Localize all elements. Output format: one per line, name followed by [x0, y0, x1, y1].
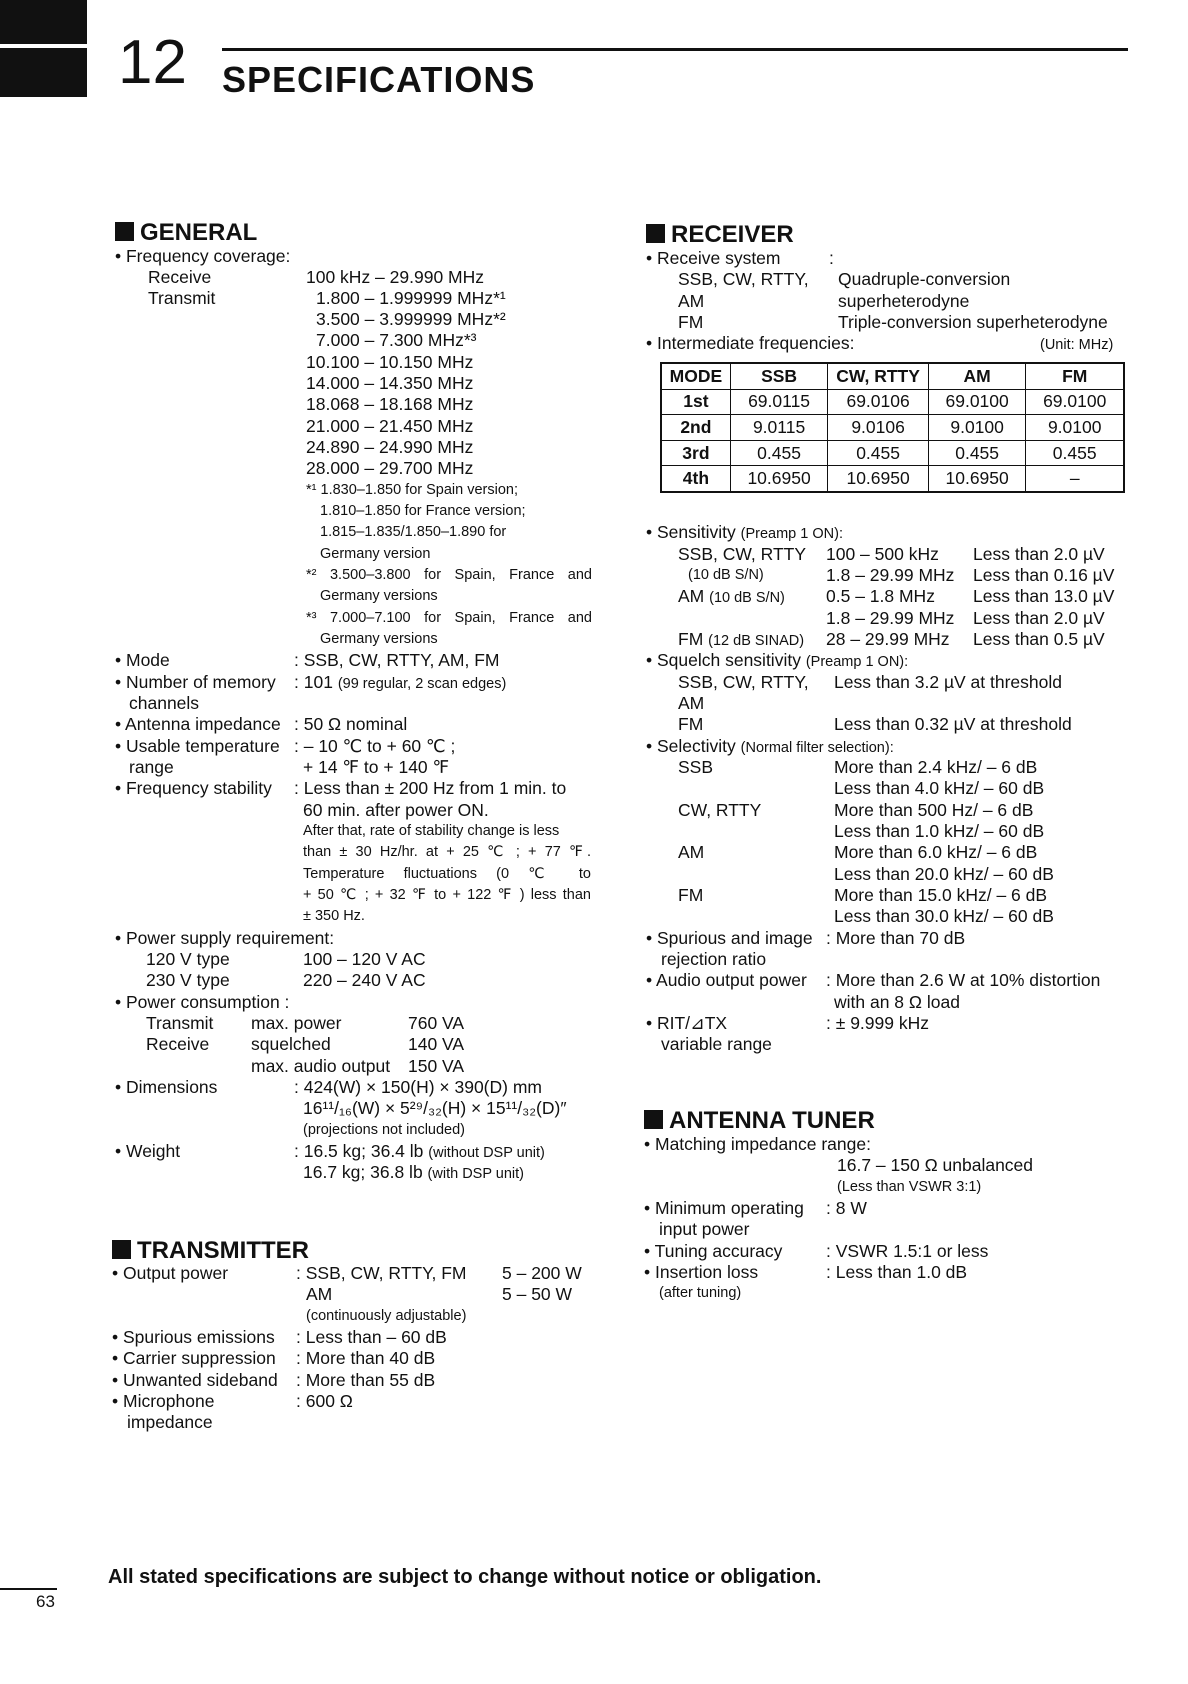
- receive-system-mode: FM: [678, 312, 704, 332]
- min-power-label: • Minimum operating: [644, 1198, 804, 1218]
- receive-range: 100 kHz – 29.990 MHz: [306, 267, 485, 287]
- stability-value: : Less than ± 200 Hz from 1 min. to: [294, 778, 567, 798]
- if-label: • Intermediate frequencies:: [646, 333, 855, 353]
- receiver-heading: RECEIVER: [646, 221, 794, 249]
- receive-system-mode: SSB, CW, RTTY,: [678, 269, 809, 289]
- table-cell: 0.455: [1026, 440, 1124, 466]
- receive-label: Receive: [148, 267, 212, 287]
- memory-label: • Number of memory: [115, 672, 276, 692]
- sensitivity-label: • Sensitivity (Preamp 1 ON):: [646, 522, 843, 542]
- table-header: SSB: [730, 363, 828, 389]
- table-cell: 10.6950: [730, 466, 828, 492]
- squelch-mode: FM: [678, 714, 704, 734]
- spurious-emissions-value: : Less than – 60 dB: [296, 1327, 447, 1347]
- psu-type-value: 100 – 120 V AC: [303, 949, 426, 969]
- memory-label-cont: channels: [129, 693, 200, 713]
- dimensions-label: • Dimensions: [115, 1077, 218, 1097]
- stability-note: ± 350 Hz.: [303, 908, 365, 924]
- consumption-state: Transmit: [146, 1013, 214, 1033]
- weight-value: : 16.5 kg; 36.4 lb (without DSP unit): [294, 1141, 545, 1161]
- stability-note: + 50 ℃ ; + 32 ℉ to + 122 ℉ ) less than: [303, 887, 591, 903]
- insertion-loss-label: • Insertion loss: [644, 1262, 759, 1282]
- footnote-1: *¹ 1.830–1.850 for Spain version;: [306, 482, 518, 498]
- sensitivity-range: 0.5 – 1.8 MHz: [826, 586, 935, 606]
- audio-output-value: : More than 2.6 W at 10% distortion: [826, 970, 1101, 990]
- sensitivity-mode: SSB, CW, RTTY: [678, 544, 807, 564]
- microphone-label-cont: impedance: [127, 1412, 213, 1432]
- footnote-3: Germany versions: [320, 631, 438, 647]
- footnote-2: Germany versions: [320, 588, 438, 604]
- consumption-value: 140 VA: [408, 1034, 465, 1054]
- tx-band: 14.000 – 14.350 MHz: [306, 373, 474, 393]
- table-cell: 9.0106: [828, 415, 929, 441]
- carrier-suppression-value: : More than 40 dB: [296, 1348, 436, 1368]
- tx-band: 24.890 – 24.990 MHz: [306, 437, 474, 457]
- antenna-impedance-label: • Antenna impedance: [115, 714, 281, 734]
- tx-band: 28.000 – 29.700 MHz: [306, 458, 474, 478]
- section-square-icon: [112, 1240, 131, 1259]
- table-cell: 69.0100: [928, 389, 1026, 415]
- spurious-image-label: • Spurious and image: [646, 928, 813, 948]
- rit-label-cont: variable range: [661, 1034, 772, 1054]
- temperature-value: : – 10 ℃ to + 60 ℃ ;: [294, 736, 456, 756]
- weight-label: • Weight: [115, 1141, 181, 1161]
- page-title: SPECIFICATIONS: [222, 59, 536, 100]
- selectivity-mode: SSB: [678, 757, 714, 777]
- chapter-tab: [0, 0, 87, 97]
- selectivity-value: More than 500 Hz/ – 6 dB: [834, 800, 1034, 820]
- sensitivity-range: 1.8 – 29.99 MHz: [826, 565, 955, 585]
- psu-type-value: 220 – 240 V AC: [303, 970, 426, 990]
- if-table: [660, 362, 1125, 493]
- tx-band: 21.000 – 21.450 MHz: [306, 416, 474, 436]
- selectivity-value: More than 2.4 kHz/ – 6 dB: [834, 757, 1038, 777]
- temperature-label: • Usable temperature: [115, 736, 280, 756]
- squelch-value: Less than 0.32 µV at threshold: [834, 714, 1072, 734]
- table-cell: –: [1026, 466, 1124, 492]
- table-header: MODE: [661, 363, 730, 389]
- table-row: [661, 389, 1124, 415]
- rit-value: : ± 9.999 kHz: [826, 1013, 929, 1033]
- weight-value-dsp: 16.7 kg; 36.8 lb (with DSP unit): [303, 1162, 524, 1182]
- table-cell: 2nd: [661, 415, 730, 441]
- antenna-tuner-heading: ANTENNA TUNER: [644, 1107, 875, 1135]
- chapter-tab-stripe: [0, 44, 87, 48]
- general-heading: GENERAL: [115, 219, 257, 247]
- rit-label: • RIT/⊿TX: [646, 1013, 728, 1033]
- output-power-label: • Output power: [112, 1263, 229, 1283]
- table-row: [661, 466, 1124, 492]
- disclaimer: All stated specifications are subject to change without notice or obligation.: [108, 1566, 822, 1588]
- section-square-icon: [644, 1110, 663, 1129]
- sensitivity-range: 28 – 29.99 MHz: [826, 629, 950, 649]
- table-cell: 4th: [661, 466, 730, 492]
- selectivity-value: Less than 30.0 kHz/ – 60 dB: [834, 906, 1054, 926]
- selectivity-mode: FM: [678, 885, 704, 905]
- table-row: [661, 440, 1124, 466]
- psu-type-label: 230 V type: [146, 970, 230, 990]
- antenna-impedance-value: : 50 Ω nominal: [294, 714, 408, 734]
- selectivity-mode: CW, RTTY: [678, 800, 762, 820]
- table-cell: 9.0115: [730, 415, 828, 441]
- table-cell: 69.0100: [1026, 389, 1124, 415]
- sensitivity-value: Less than 2.0 µV: [973, 544, 1105, 564]
- temperature-label-cont: range: [129, 757, 174, 777]
- consumption-value: 760 VA: [408, 1013, 465, 1033]
- consumption-state: Receive: [146, 1034, 210, 1054]
- receive-system-colon: :: [829, 248, 834, 268]
- if-unit: (Unit: MHz): [1040, 337, 1114, 353]
- mode-value: : SSB, CW, RTTY, AM, FM: [294, 650, 500, 670]
- sensitivity-value: Less than 13.0 µV: [973, 586, 1115, 606]
- tx-band: 3.500 – 3.999999 MHz*²: [316, 309, 506, 329]
- power-consumption-label: • Power consumption :: [115, 992, 290, 1012]
- table-header: AM: [928, 363, 1026, 389]
- header-rule: [222, 48, 1128, 51]
- stability-note: After that, rate of stability change is less: [303, 823, 560, 839]
- selectivity-label: • Selectivity (Normal filter selection):: [646, 736, 894, 756]
- table-cell: 3rd: [661, 440, 730, 466]
- consumption-condition: squelched: [251, 1034, 331, 1054]
- sensitivity-value: Less than 0.16 µV: [973, 565, 1115, 585]
- audio-output-value-cont: with an 8 Ω load: [834, 992, 960, 1012]
- output-power-mode: : SSB, CW, RTTY, FM: [296, 1263, 467, 1283]
- section-square-icon: [646, 224, 665, 243]
- stability-note: than ± 30 Hz/hr. at + 25 ℃ ; + 77 ℉.: [303, 844, 591, 860]
- selectivity-value: Less than 4.0 kHz/ – 60 dB: [834, 778, 1045, 798]
- table-cell: 1st: [661, 389, 730, 415]
- output-power-value: 5 – 200 W: [502, 1263, 582, 1283]
- spurious-image-value: : More than 70 dB: [826, 928, 966, 948]
- unwanted-sideband-label: • Unwanted sideband: [112, 1370, 278, 1390]
- squelch-label: • Squelch sensitivity (Preamp 1 ON):: [646, 650, 909, 670]
- tx-band: 10.100 – 10.150 MHz: [306, 352, 474, 372]
- footnote-2: *² 3.500–3.800 for Spain, France and: [306, 567, 592, 583]
- dimensions-note: (projections not included): [303, 1122, 466, 1138]
- table-cell: 10.6950: [928, 466, 1026, 492]
- receive-system-value: superheterodyne: [838, 291, 970, 311]
- receive-system-label: • Receive system: [646, 248, 781, 268]
- table-cell: 9.0100: [1026, 415, 1124, 441]
- table-cell: 10.6950: [828, 466, 929, 492]
- min-power-label-cont: input power: [659, 1219, 750, 1239]
- tuning-accuracy-value: : VSWR 1.5:1 or less: [826, 1241, 989, 1261]
- spurious-emissions-label: • Spurious emissions: [112, 1327, 275, 1347]
- footnote-3: *³ 7.000–7.100 for Spain, France and: [306, 610, 592, 626]
- squelch-mode: AM: [678, 693, 705, 713]
- squelch-mode: SSB, CW, RTTY,: [678, 672, 809, 692]
- carrier-suppression-label: • Carrier suppression: [112, 1348, 276, 1368]
- min-power-value: : 8 W: [826, 1198, 867, 1218]
- tx-band: 1.800 – 1.999999 MHz*¹: [316, 288, 506, 308]
- selectivity-value: Less than 1.0 kHz/ – 60 dB: [834, 821, 1045, 841]
- footnote-1: Germany version: [320, 546, 431, 562]
- page-number: 63: [36, 1592, 55, 1611]
- sensitivity-mode: (10 dB S/N): [688, 567, 764, 583]
- output-power-mode: AM: [306, 1284, 333, 1304]
- spurious-image-label-cont: rejection ratio: [661, 949, 767, 969]
- receive-system-value: Quadruple-conversion: [838, 269, 1011, 289]
- tx-band: 7.000 – 7.300 MHz*³: [316, 330, 477, 350]
- output-power-value: 5 – 50 W: [502, 1284, 573, 1304]
- audio-output-label: • Audio output power: [646, 970, 807, 990]
- sensitivity-range: 100 – 500 kHz: [826, 544, 939, 564]
- unwanted-sideband-value: : More than 55 dB: [296, 1370, 436, 1390]
- sensitivity-mode: FM (12 dB SINAD): [678, 629, 805, 649]
- table-cell: 0.455: [730, 440, 828, 466]
- table-row: [661, 415, 1124, 441]
- table-header: FM: [1026, 363, 1124, 389]
- table-cell: 69.0115: [730, 389, 828, 415]
- psu-type-label: 120 V type: [146, 949, 230, 969]
- power-supply-label: • Power supply requirement:: [115, 928, 335, 948]
- temperature-value-f: + 14 ℉ to + 140 ℉: [303, 757, 450, 777]
- freq-coverage-label: • Frequency coverage:: [115, 246, 291, 266]
- sensitivity-mode: AM (10 dB S/N): [678, 586, 785, 606]
- consumption-value: 150 VA: [408, 1056, 465, 1076]
- consumption-condition: max. audio output: [251, 1056, 391, 1076]
- table-cell: 69.0106: [828, 389, 929, 415]
- matching-impedance-value: 16.7 – 150 Ω unbalanced: [837, 1155, 1034, 1175]
- microphone-label: • Microphone: [112, 1391, 215, 1411]
- selectivity-value: More than 6.0 kHz/ – 6 dB: [834, 842, 1038, 862]
- footnote-1: 1.810–1.850 for France version;: [320, 503, 526, 519]
- receive-system-value: Triple-conversion superheterodyne: [838, 312, 1108, 332]
- page-number-rule: [0, 1588, 57, 1590]
- output-power-note: (continuously adjustable): [306, 1308, 467, 1324]
- sensitivity-range: 1.8 – 29.99 MHz: [826, 608, 955, 628]
- memory-value: : 101 (99 regular, 2 scan edges): [294, 672, 507, 692]
- table-cell: 9.0100: [928, 415, 1026, 441]
- selectivity-value: More than 15.0 kHz/ – 6 dB: [834, 885, 1048, 905]
- footnote-1: 1.815–1.835/1.850–1.890 for: [320, 524, 507, 540]
- stability-value-cont: 60 min. after power ON.: [303, 800, 489, 820]
- sensitivity-value: Less than 0.5 µV: [973, 629, 1105, 649]
- transmit-label: Transmit: [148, 288, 216, 308]
- insertion-loss-value: : Less than 1.0 dB: [826, 1262, 968, 1282]
- table-header: CW, RTTY: [828, 363, 929, 389]
- dimensions-value: : 424(W) × 150(H) × 390(D) mm: [294, 1077, 542, 1097]
- chapter-number: 12: [118, 28, 187, 97]
- matching-impedance-note: (Less than VSWR 3:1): [837, 1179, 982, 1195]
- section-square-icon: [115, 222, 134, 241]
- tuning-accuracy-label: • Tuning accuracy: [644, 1241, 783, 1261]
- table-cell: 0.455: [828, 440, 929, 466]
- mode-label: • Mode: [115, 650, 170, 670]
- sensitivity-value: Less than 2.0 µV: [973, 608, 1105, 628]
- matching-impedance-label: • Matching impedance range:: [644, 1134, 871, 1154]
- selectivity-mode: AM: [678, 842, 705, 862]
- selectivity-value: Less than 20.0 kHz/ – 60 dB: [834, 864, 1054, 884]
- transmitter-heading: TRANSMITTER: [112, 1237, 309, 1265]
- stability-note: Temperature fluctuations (0 ℃ to: [303, 866, 591, 882]
- squelch-value: Less than 3.2 µV at threshold: [834, 672, 1063, 692]
- table-header-row: [661, 363, 1124, 389]
- receive-system-mode: AM: [678, 291, 705, 311]
- consumption-condition: max. power: [251, 1013, 342, 1033]
- table-cell: 0.455: [928, 440, 1026, 466]
- stability-label: • Frequency stability: [115, 778, 272, 798]
- microphone-value: : 600 Ω: [296, 1391, 353, 1411]
- insertion-loss-note: (after tuning): [659, 1285, 742, 1301]
- dimensions-inch: 16¹¹/₁₆(W) × 5²⁹/₃₂(H) × 15¹¹/₃₂(D)″: [303, 1098, 567, 1118]
- tx-band: 18.068 – 18.168 MHz: [306, 394, 474, 414]
